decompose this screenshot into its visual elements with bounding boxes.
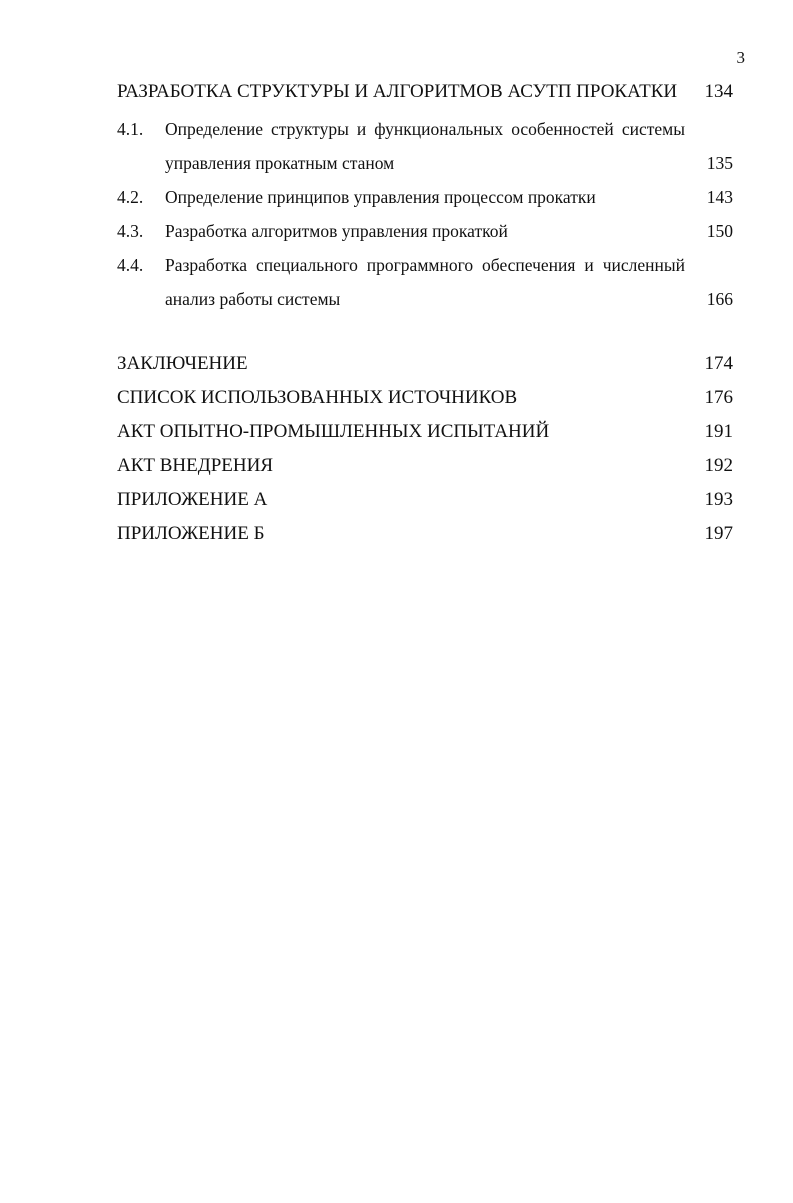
toc-back-matter-entry (117, 485, 733, 519)
page-number: 3 (736, 48, 745, 67)
back-matter-title: СПИСОК ИСПОЛЬЗОВАННЫХ ИСТОЧНИКОВ (117, 387, 518, 408)
section-page: 166 (706, 289, 733, 309)
section-page: 150 (706, 221, 733, 241)
table-of-contents (117, 78, 733, 553)
back-matter-title: ЗАКЛЮЧЕНИЕ (117, 353, 248, 374)
toc-back-matter-entry (117, 519, 733, 553)
toc-back-matter-entry (117, 349, 733, 383)
section-number: 4.2. (117, 187, 144, 207)
back-matter-page: 197 (704, 523, 733, 544)
back-matter-title: АКТ ВНЕДРЕНИЯ (117, 455, 273, 476)
back-matter-page: 174 (704, 353, 733, 374)
section-title: Разработка алгоритмов управления прокаткой (165, 221, 508, 241)
back-matter-page: 192 (704, 455, 733, 476)
toc-back-matter-entry (117, 417, 733, 451)
back-matter-page: 176 (704, 387, 733, 408)
section-title: Разработка специального программного обеспечения и численный анализ работы системы (165, 255, 685, 309)
back-matter-title: АКТ ОПЫТНО-ПРОМЫШЛЕННЫХ ИСПЫТАНИЙ (117, 421, 550, 442)
toc-section-entry (117, 248, 733, 316)
section-page: 135 (706, 153, 733, 173)
chapter-title: РАЗРАБОТКА СТРУКТУРЫ И АЛГОРИТМОВ АСУТП ПРОКАТКИ (117, 81, 678, 102)
toc-section-entry (117, 112, 733, 180)
toc-section-entry (117, 180, 733, 214)
back-matter-title: ПРИЛОЖЕНИЕ А (117, 489, 268, 510)
section-number: 4.3. (117, 221, 144, 241)
back-matter-title: ПРИЛОЖЕНИЕ Б (117, 523, 265, 544)
toc-section-entry (117, 214, 733, 248)
toc-spacer (117, 316, 733, 349)
chapter-page: 134 (704, 81, 733, 102)
toc-back-matter-entry (117, 383, 733, 417)
section-title: Определение принципов управления процессом прокатки (165, 187, 596, 207)
section-page: 143 (706, 187, 733, 207)
section-number: 4.1. (117, 119, 144, 139)
back-matter-page: 191 (704, 421, 733, 442)
section-number: 4.4. (117, 255, 144, 275)
section-title: Определение структуры и функциональных особенностей системы управления прокатным станом (165, 119, 685, 173)
back-matter-page: 193 (704, 489, 733, 510)
toc-chapter-entry (117, 78, 733, 112)
toc-back-matter-entry (117, 451, 733, 485)
